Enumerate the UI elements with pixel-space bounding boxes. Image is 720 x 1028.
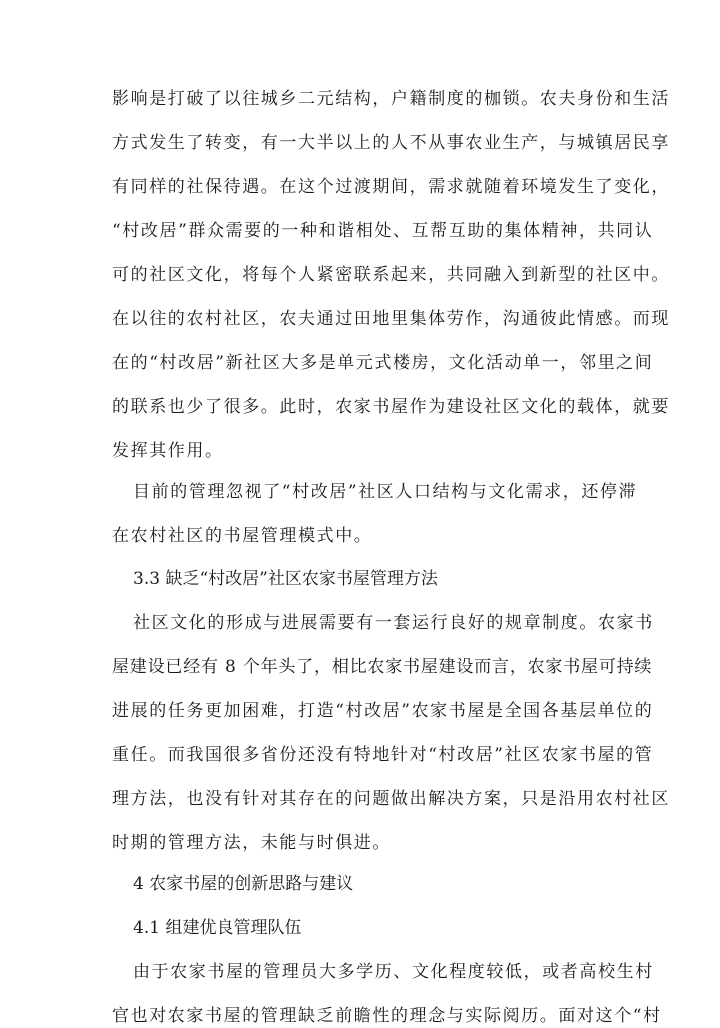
text-line: 的联系也少了很多。此时，农家书屋作为建设社区文化的载体，就要: [112, 397, 670, 417]
text-line: 有同样的社保待遇。在这个过渡期间，需求就随着环境发生了变化，: [112, 177, 670, 197]
section-heading-4: 4 农家书屋的创新思路与建议: [133, 874, 354, 894]
text-line: 官也对农家书屋的管理缺乏前瞻性的理念与实际阅历。面对这个“村: [112, 1006, 662, 1026]
text-line: 在农村社区的书屋管理模式中。: [112, 526, 373, 546]
text-line: 可的社区文化，将每个人紧密联系起来，共同融入到新型的社区中。: [112, 265, 670, 285]
section-heading-3-3: 3.3 缺乏“村改居”社区农家书屋管理方法: [133, 569, 438, 589]
text-line: 时期的管理方法，未能与时俱进。: [112, 833, 391, 853]
text-line: 在以往的农村社区，农夫通过田地里集体劳作，沟通彼此情感。而现: [112, 309, 670, 329]
section-heading-4-1: 4.1 组建优良管理队伍: [133, 918, 302, 938]
text-line: 方式发生了转变，有一大半以上的人不从事农业生产，与城镇居民享: [112, 133, 670, 153]
text-line: “村改居”群众需要的一种和谐相处、互帮互助的集体精神，共同认: [112, 221, 654, 241]
text-line: 在的“村改居”新社区大多是单元式楼房，文化活动单一，邻里之间: [112, 353, 654, 373]
text-line: 屋建设已经有 8 个年头了，相比农家书屋建设而言，农家书屋可持续: [112, 657, 653, 677]
text-line: 目前的管理忽视了“村改居”社区人口结构与文化需求，还停滞: [133, 482, 638, 502]
text-line: 发挥其作用。: [112, 441, 224, 461]
text-line: 影响是打破了以往城乡二元结构，户籍制度的枷锁。农夫身份和生活: [112, 89, 670, 109]
text-line: 重任。而我国很多省份还没有特地针对“村改居”社区农家书屋的管: [112, 745, 654, 765]
text-line: 由于农家书屋的管理员大多学历、文化程度较低，或者高校生村: [133, 962, 654, 982]
text-line: 社区文化的形成与进展需要有一套运行良好的规章制度。农家书: [133, 613, 654, 633]
text-line: 理方法，也没有针对其存在的问题做出解决方案，只是沿用农村社区: [112, 789, 670, 809]
text-line: 进展的任务更加困难，打造“村改居”农家书屋是全国各基层单位的: [112, 701, 654, 721]
